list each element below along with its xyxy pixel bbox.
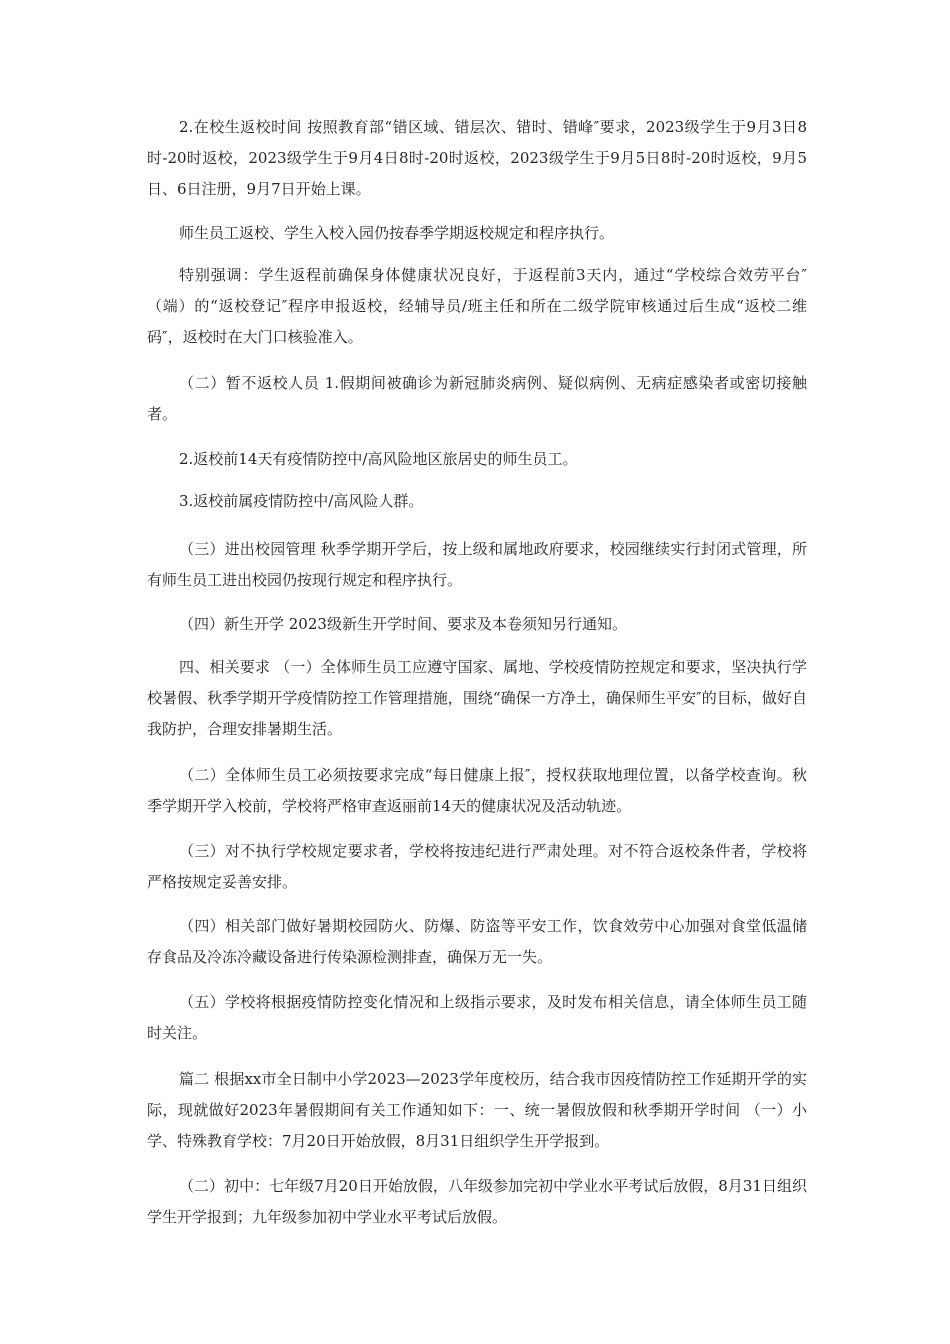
- paragraph-junior-high: （二）初中：七年级7月20日开始放假，八年级参加完初中学业水平考试后放假，8月31日组织学生开学报到；九年级参加初中学业水平考试后放假。: [147, 1177, 807, 1226]
- paragraph-new-students: （四）新生开学 2023级新生开学时间、要求及本卷须知另行通知。: [179, 615, 627, 633]
- paragraph-discipline: （三）对不执行学校规定要求者，学校将按违纪进行严肃处理。对不符合返校条件者，学校将严格按规定妥善安排。: [147, 842, 807, 891]
- paragraph-risk-group: 3.返校前属疫情防控中/高风险人群。: [179, 492, 424, 510]
- paragraph-not-return: （二）暂不返校人员 1.假期间被确诊为新冠肺炎病例、疑似病例、无病症感染者或密切接触者。: [147, 374, 807, 423]
- paragraph-special-note: 特别强调：学生返程前确保身体健康状况良好，于返程前3天内，通过“学校综合效劳平台″（端）的“返校登记″程序申报返校，经辅导员/班主任和所在二级学院审核通过后生成“返校二维码″，返校时在大门口核验准入。: [147, 266, 807, 346]
- paragraph-return-time: 2.在校生返校时间 按照教育部“错区域、错层次、错时、错峰″要求，2023级学生于9月3日8时-20时返校，2023级学生于9月4日8时-20时返校，2023级学生于9月5日8时-20时返校，9月5日、6日注册，9月7日开始上课。: [147, 118, 807, 198]
- paragraph-campus-management: （三）进出校园管理 秋季学期开学后，按上级和属地政府要求，校园继续实行封闭式管理，所有师生员工进出校园仍按现行规定和程序执行。: [147, 540, 807, 589]
- paragraph-section-two: 篇二 根据xx市全日制中小学2023—2023学年度校历，结合我市因疫情防控工作延期开学的实际，现就做好2023年暑假期间有关工作通知如下：一、统一暑假放假和秋季期开学时间 （一）小学、特殊教育学校：7月20日开始放假，8月31日组织学生开学报到。: [147, 1070, 807, 1150]
- paragraph-updates: （五）学校将根据疫情防控变化情况和上级指示要求，及时发布相关信息，请全体师生员工随时关注。: [147, 993, 807, 1042]
- paragraph-health-report: （二）全体师生员工必须按要求完成“每日健康上报″，授权获取地理位置，以备学校查询。秋季学期开学入校前，学校将严格审查返丽前14天的健康状况及活动轨迹。: [147, 766, 807, 815]
- paragraph-return-rules: 师生员工返校、学生入校入园仍按春季学期返校规定和程序执行。: [179, 224, 615, 242]
- paragraph-safety: （四）相关部门做好暑期校园防火、防爆、防盗等平安工作，饮食效劳中心加强对食堂低温储存食品及冷冻冷藏设备进行传染源检测排查，确保万无一失。: [147, 917, 807, 966]
- paragraph-requirements: 四、相关要求 （一）全体师生员工应遵守国家、属地、学校疫情防控规定和要求，坚决执行学校暑假、秋季学期开学疫情防控工作管理措施，围绕“确保一方净土，确保师生平安″的目标，做好自我防护，合理安排暑期生活。: [147, 658, 807, 738]
- paragraph-travel-history: 2.返校前14天有疫情防控中/高风险地区旅居史的师生员工。: [179, 450, 578, 468]
